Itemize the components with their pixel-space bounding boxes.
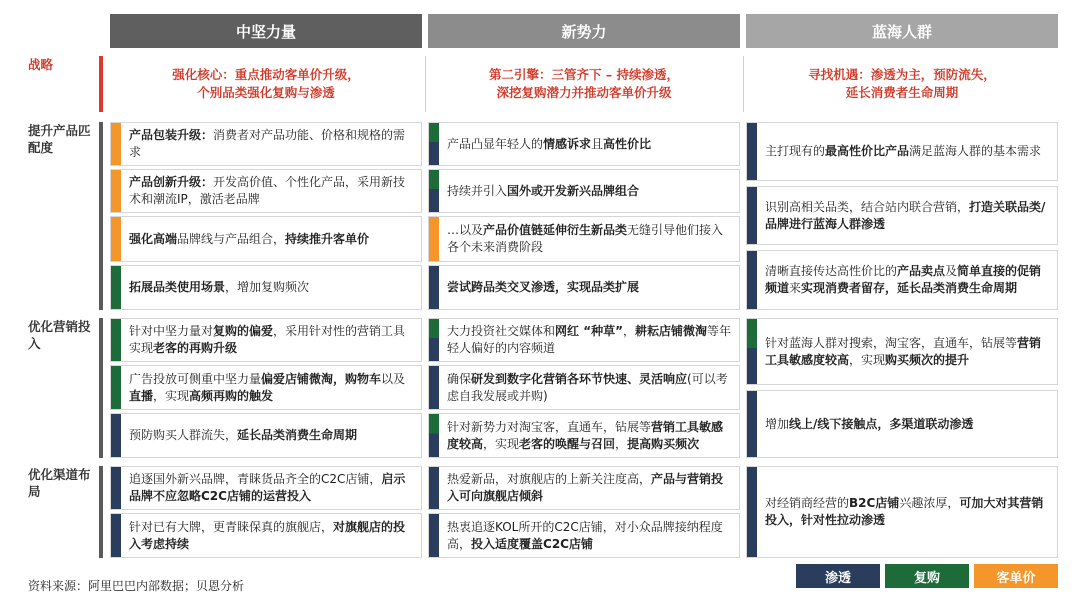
cell-mid-product-packaging: 产品包装升级：消费者对产品功能、价格和规格的需求 — [110, 122, 422, 166]
strip-repurchase — [111, 319, 121, 361]
strip-repurchase-penetration — [429, 319, 439, 361]
strip-repurchase-penetration — [429, 123, 439, 165]
strategy-blue-ocean: 寻找机遇：渗透为主，预防流失， 延长消费者生命周期 — [808, 67, 996, 100]
cell-mid-usage-scenario: 拓展品类使用场景，增加复购频次 — [110, 265, 422, 310]
strip-penetration — [429, 514, 439, 557]
strip-penetration — [429, 467, 439, 509]
cell-blue-related-category: 识别高相关品类，结合站内联合营销，打造关联品类/品牌进行蓝海人群渗透 — [746, 186, 1058, 245]
strip-repurchase — [111, 366, 121, 409]
strategy-bar — [99, 56, 103, 112]
strip-penetration — [429, 266, 439, 309]
cell-mid-churn-prevention: 预防购买人群流失，延长品类消费生命周期 — [110, 413, 422, 458]
strip-penetration — [111, 414, 121, 457]
source-note: 资料来源：阿里巴巴内部数据；贝恩分析 — [28, 579, 245, 593]
channel-bar — [99, 466, 103, 558]
cell-mid-ad-placement: 广告投放可侧重中坚力量偏爱店铺微淘，购物车以及直播，实现高频再购的触发 — [110, 365, 422, 410]
strip-repurchase-penetration — [429, 414, 439, 457]
cell-mid-c2c-stores: 追逐国外新兴品牌，青睐货品齐全的C2C店铺，启示品牌不应忽略C2C店铺的运营投入 — [110, 466, 422, 510]
strip-repurchase-penetration — [429, 170, 439, 212]
header-mid-force: 中坚力量 — [110, 14, 422, 48]
strip-ticket — [111, 170, 121, 212]
cell-new-social-media: 大力投资社交媒体和网红 “种草”，耕耘店铺微淘等年轻人偏好的内容频道 — [428, 318, 740, 362]
cell-new-flagship-new: 热爱新品，对旗舰店的上新关注度高，产品与营销投入可向旗舰店倾斜 — [428, 466, 740, 510]
strategy-new-force: 第二引擎：三管齐下 – 持续渗透， 深挖复购潜力并推动客单价升级 — [489, 67, 679, 100]
cell-new-cross-category: 尝试跨品类交叉渗透，实现品类扩展 — [428, 265, 740, 310]
cell-new-value-chain: …以及产品价值链延伸衍生新品类无缝引导他们接入各个未来消费阶段 — [428, 216, 740, 262]
cell-mid-marketing-repurchase: 针对中坚力量对复购的偏爱，采用针对性的营销工具实现老客的再购升级 — [110, 318, 422, 362]
strip-penetration — [747, 251, 757, 309]
strip-penetration — [747, 123, 757, 180]
cell-blue-retention: 清晰直接传达高性价比的产品卖点及简单直接的促销频道来实现消费者留存，延长品类消费生命周期 — [746, 250, 1058, 310]
strategy-mid-force: 强化核心：重点推动客单价升级， 个别品类强化复购与渗透 — [172, 67, 360, 100]
divider — [425, 56, 426, 112]
strip-penetration — [747, 467, 757, 557]
divider — [743, 56, 744, 112]
cell-blue-b2c-stores: 对经销商经营的B2C店铺兴趣浓厚，可加大对其营销投入，针对性拉动渗透 — [746, 466, 1058, 558]
cell-blue-omnichannel: 增加线上/线下接触点，多渠道联动渗透 — [746, 390, 1058, 458]
strip-ticket — [111, 217, 121, 261]
cell-new-brand-portfolio: 持续并引入国外或开发新兴品牌组合 — [428, 169, 740, 213]
cell-new-emotional-value: 产品凸显年轻人的情感诉求且高性价比 — [428, 122, 740, 166]
cell-blue-best-value: 主打现有的最高性价比产品满足蓝海人群的基本需求 — [746, 122, 1058, 181]
strip-penetration — [429, 366, 439, 409]
header-new-force: 新势力 — [428, 14, 740, 48]
cell-new-kol-c2c: 热衷追逐KOL所开的C2C店铺，对小众品牌接纳程度高，投入适度覆盖C2C店铺 — [428, 513, 740, 558]
marketing-bar — [99, 318, 103, 458]
cell-new-marketing-tools: 针对新势力对淘宝客，直通车，钻展等营销工具敏感度较高，实现老客的唤醒与召回，提高购买频次 — [428, 413, 740, 458]
header-blue-ocean: 蓝海人群 — [746, 14, 1058, 48]
row-label-strategy: 战略 — [28, 57, 54, 72]
strip-penetration — [747, 391, 757, 457]
cell-blue-marketing-tools: 针对蓝海人群对搜索，淘宝客，直通车，钻展等营销工具敏感度较高，实现购买频次的提升 — [746, 318, 1058, 385]
cell-mid-flagship: 针对已有大牌，更青睐保真的旗舰店，对旗舰店的投入考虑持续 — [110, 513, 422, 558]
strip-penetration — [747, 187, 757, 244]
cell-mid-premium: 强化高端品牌线与产品组合，持续推升客单价 — [110, 216, 422, 262]
strip-penetration — [111, 514, 121, 557]
legend-penetration: 渗透 — [796, 564, 880, 588]
strip-ticket — [111, 123, 121, 165]
strip-repurchase — [111, 266, 121, 309]
cell-mid-product-innovation: 产品创新升级：开发高价值、个性化产品，采用新技术和潮流IP，激活老品牌 — [110, 169, 422, 213]
legend-repurchase: 复购 — [885, 564, 969, 588]
row-label-marketing: 优化营销投入 — [28, 319, 91, 351]
cell-new-agile-response: 确保研发到数字化营销各环节快速、灵活响应(可以考虑自我发展或并购) — [428, 365, 740, 410]
strip-repurchase-penetration — [747, 319, 757, 384]
strip-penetration — [111, 467, 121, 509]
product-fit-bar — [99, 122, 103, 310]
row-label-channel: 优化渠道布局 — [28, 467, 91, 499]
row-label-product-fit: 提升产品匹配度 — [28, 123, 91, 155]
strip-ticket — [429, 217, 439, 261]
legend-ticket-size: 客单价 — [974, 564, 1058, 588]
